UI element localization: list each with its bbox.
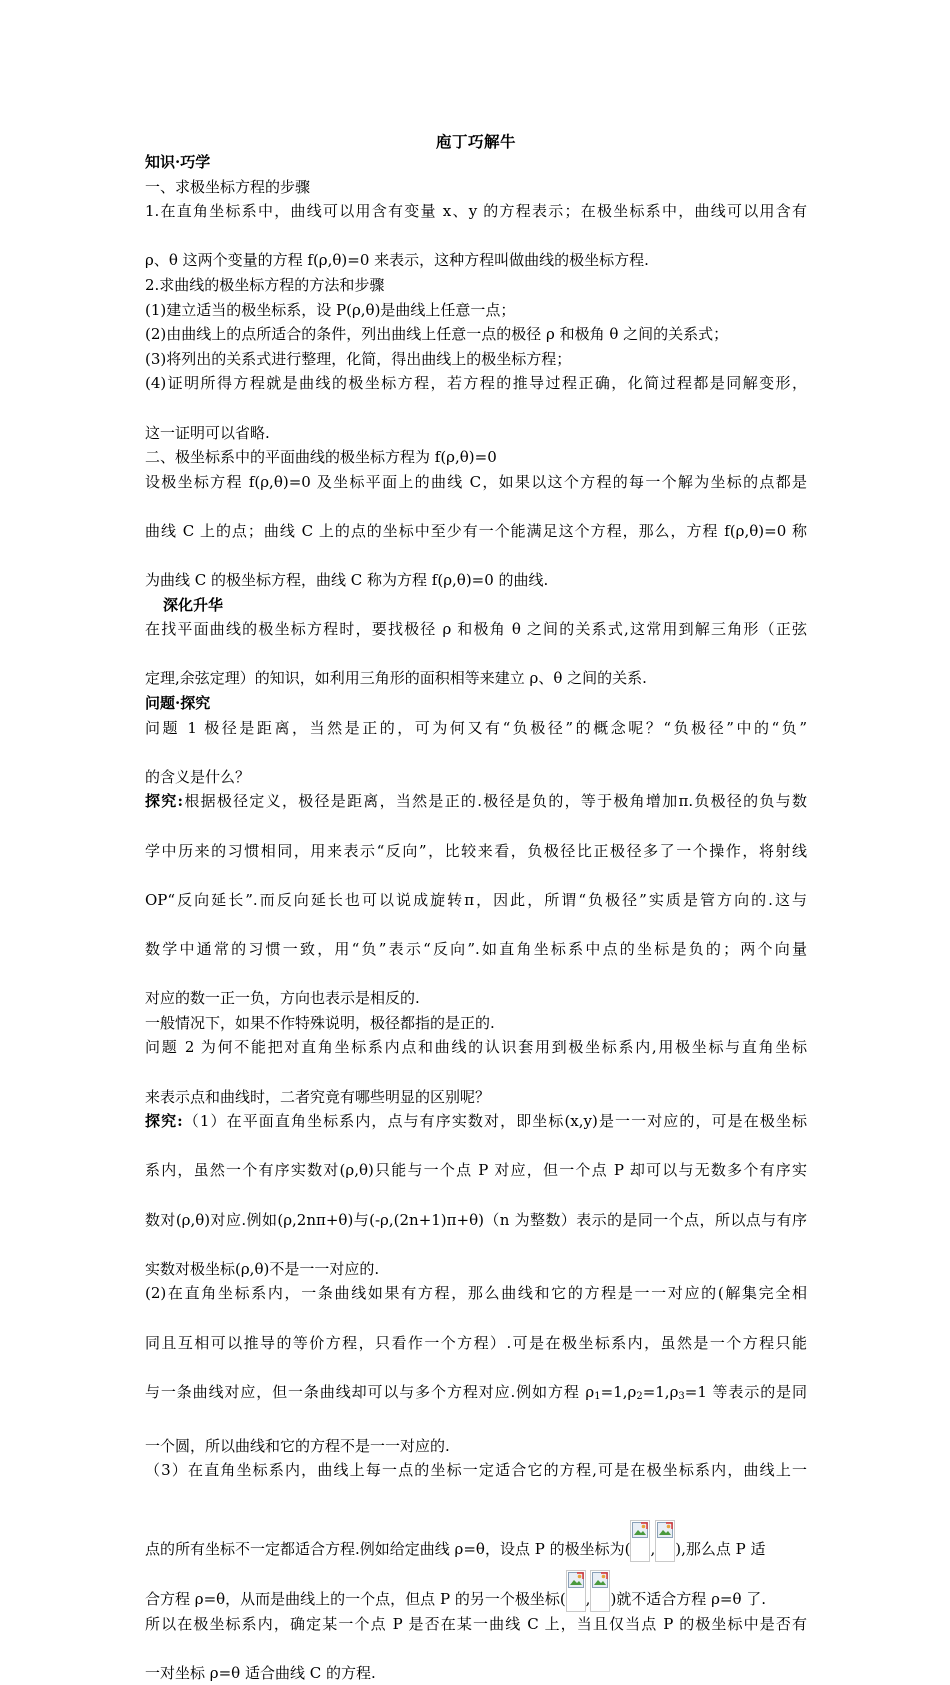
answer-1-line: OP“反向延长”.而反向延长也可以说成旋转π，因此，所谓“负极径”实质是管方向的.这与	[145, 890, 807, 909]
paragraph: 设极坐标方程 f(ρ,θ)=0 及坐标平面上的曲线 C，如果以这个方程的每一个解为坐标的点都是	[145, 472, 807, 491]
text-run: 合方程 ρ=θ，从而是曲线上的一个点，但点 P 的另一个极坐标(	[145, 1590, 566, 1609]
answer-1-line: 学中历来的习惯相同，用来表示“反向”，比较来看，负极径比正极径多了一个操作，将射线	[145, 841, 807, 860]
text-run: ),那么点 P 适	[675, 1540, 766, 1559]
text-run: =1,ρ	[642, 1382, 679, 1401]
answer-2-line	[145, 1380, 807, 1434]
step-item: (1)建立适当的极坐标系，设 P(ρ,θ)是曲线上任意一点；	[145, 300, 516, 319]
answer-text: （1）在平面直角坐标系内，点与有序实数对，即坐标(x,y)是一一对应的，可是在极坐标	[182, 1112, 807, 1131]
paragraph: 一般情况下，如果不作特殊说明，极径都指的是正的.	[145, 1013, 495, 1032]
paragraph: ρ、θ 这两个变量的方程 f(ρ,θ)=0 来表示，这种方程叫做曲线的极坐标方程.	[145, 251, 649, 270]
subscript: 2	[636, 1390, 643, 1402]
answer-1	[145, 789, 807, 838]
step-item: (3)将列出的关系式进行整理，化简，得出曲线上的极坐标方程；	[145, 349, 572, 368]
answer-2-line-with-images	[145, 1562, 807, 1612]
broken-image-icon	[566, 1570, 586, 1612]
section-heading-part1: 一、求极坐标方程的步骤	[145, 177, 311, 196]
explore-label: 探究:	[145, 1112, 183, 1131]
broken-image-icon	[655, 1520, 675, 1562]
question-1: 问题 1 极径是距离，当然是正的，可为何又有“负极径”的概念呢？“负极径”中的“负”	[145, 718, 807, 737]
text-run: =1 等表示的是同	[684, 1382, 807, 1401]
question-2: 问题 2 为何不能把对直角坐标系内点和曲线的认识套用到极坐标系内,用极坐标与直角坐标	[145, 1038, 807, 1057]
step-item: 这一证明可以省略.	[145, 423, 270, 442]
section-heading-deepen: 深化升华	[163, 595, 224, 614]
text-run: 与一条曲线对应，但一条曲线却可以与多个方程对应.例如方程 ρ	[145, 1382, 595, 1401]
answer-2-line-with-images	[145, 1512, 807, 1562]
document-body	[145, 150, 807, 1685]
answer-2-line: 一个圆，所以曲线和它的方程不是一一对应的.	[145, 1436, 450, 1455]
answer-2-line: 一对坐标 ρ=θ 适合曲线 C 的方程.	[145, 1663, 376, 1682]
broken-image-icon	[630, 1520, 650, 1562]
paragraph: 曲线 C 上的点；曲线 C 上的点的坐标中至少有一个能满足这个方程，那么，方程 f(ρ,θ)=0 称	[145, 521, 807, 540]
question-1-cont: 的含义是什么？	[145, 767, 251, 786]
answer-2-line: 数对(ρ,θ)对应.例如(ρ,2nπ+θ)与(-ρ,(2n+1)π+θ)（n 为整数）表示的是同一个点，所以点与有序	[145, 1210, 807, 1229]
explore-label: 探究:	[145, 792, 184, 811]
text-run: ,	[585, 1590, 591, 1609]
text-run: ,	[650, 1540, 656, 1559]
answer-1-line: 数学中通常的习惯一致，用“负”表示“反向”.如直角坐标系中点的坐标是负的；两个向量	[145, 940, 807, 958]
subscript: 3	[678, 1390, 685, 1402]
section-heading-part2: 二、极坐标系中的平面曲线的极坐标方程为 f(ρ,θ)=0	[145, 448, 497, 467]
paragraph: 定理,余弦定理）的知识，如利用三角形的面积相等来建立 ρ、θ 之间的关系.	[145, 669, 647, 688]
answer-2-line: 同且互相可以推导的等价方程，只看作一个方程）.可是在极坐标系内，虽然是一个方程只能	[145, 1333, 807, 1352]
paragraph: 1.在直角坐标系中，曲线可以用含有变量 x、y 的方程表示；在极坐标系中，曲线可以用含有	[145, 202, 807, 221]
answer-text: 根据极径定义，极径是距离，当然是正的.极径是负的，等于极角增加π.负极径的负与数	[183, 792, 807, 811]
page-title: 庖丁巧解牛	[435, 132, 516, 151]
text-run: 点的所有坐标不一定都适合方程.例如给定曲线 ρ=θ，设点 P 的极坐标为(	[145, 1540, 631, 1559]
broken-image-icon	[590, 1570, 610, 1612]
step-item: (4)证明所得方程就是曲线的极坐标方程，若方程的推导过程正确，化简过程都是同解变形，	[145, 374, 807, 393]
text-run: )就不适合方程 ρ=θ 了.	[610, 1590, 767, 1609]
step-item: (2)由曲线上的点所适合的条件，列出曲线上任意一点的极径 ρ 和极角 θ 之间的关系式；	[145, 325, 729, 344]
question-2-cont: 来表示点和曲线时，二者究竟有哪些明显的区别呢？	[145, 1087, 491, 1106]
subscript: 1	[594, 1390, 601, 1402]
answer-2-line: 系内，虽然一个有序实数对(ρ,θ)只能与一个点 P 对应，但一个点 P 却可以与无数多个有序实	[145, 1161, 807, 1180]
text-run: =1,ρ	[600, 1382, 637, 1401]
answer-2-line: （3）在直角坐标系内，曲线上每一点的坐标一定适合它的方程,可是在极坐标系内，曲线上一	[145, 1461, 807, 1480]
answer-1-line: 对应的数一正一负，方向也表示是相反的.	[145, 989, 420, 1008]
section-heading-inquiry: 问题·探究	[145, 694, 211, 713]
answer-2-line: (2)在直角坐标系内，一条曲线如果有方程，那么曲线和它的方程是一一对应的(解集完全相	[145, 1284, 807, 1303]
paragraph: 在找平面曲线的极坐标方程时，要找极径 ρ 和极角 θ 之间的关系式,这常用到解三角形（正弦	[145, 620, 807, 639]
paragraph: 2.求曲线的极坐标方程的方法和步骤	[145, 275, 385, 294]
answer-2-line: 所以在极坐标系内，确定某一个点 P 是否在某一曲线 C 上，当且仅当点 P 的极坐标中是否有	[145, 1614, 807, 1633]
answer-2	[145, 1109, 807, 1158]
paragraph: 为曲线 C 的极坐标方程，曲线 C 称为方程 f(ρ,θ)=0 的曲线.	[145, 571, 549, 590]
section-heading-knowledge: 知识·巧学	[145, 153, 211, 171]
answer-2-line: 实数对极坐标(ρ,θ)不是一一对应的.	[145, 1259, 380, 1278]
